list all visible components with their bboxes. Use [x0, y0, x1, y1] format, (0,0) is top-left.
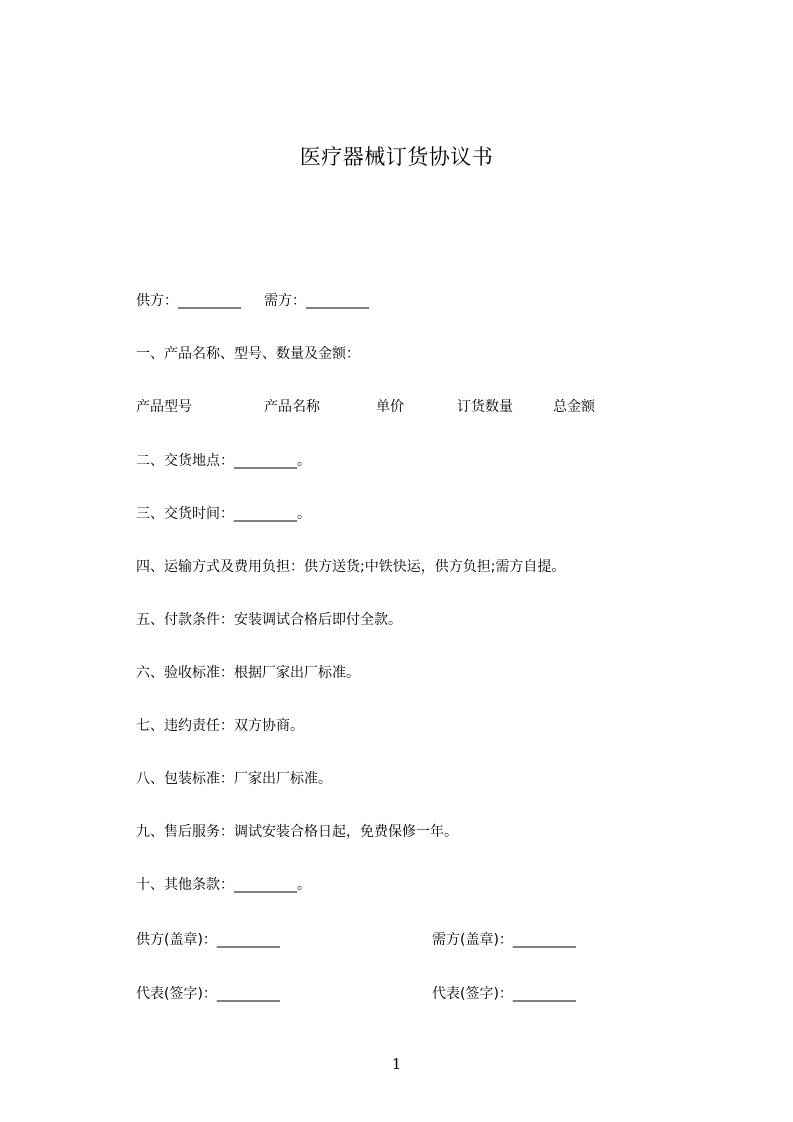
section-1-heading: 一、产品名称、型号、数量及金额：	[136, 346, 360, 362]
clause-transport: 四、运输方式及费用负担：供方送货;中铁快运，供方负担;需方自提。	[136, 559, 566, 575]
clause-other: 十、其他条款：_________。	[136, 877, 311, 893]
clause-delivery-place: 二、交货地点：_________。	[136, 453, 311, 469]
page-number: 1	[391, 1055, 402, 1073]
clause-packaging: 八、包装标准：厂家出厂标准。	[136, 771, 332, 787]
header-model: 产品型号	[136, 399, 192, 415]
supplier-field: 供方：_________	[136, 293, 241, 309]
clause-payment: 五、付款条件：安装调试合格后即付全款。	[136, 612, 402, 628]
page-title: 医疗器械订货协议书	[299, 145, 494, 169]
buyer-seal-field: 需方(盖章)：_________	[432, 932, 576, 948]
header-total: 总金额	[553, 399, 595, 415]
supplier-rep-field: 代表(签字)：_________	[136, 986, 280, 1002]
clause-after-sales: 九、售后服务：调试安装合格日起，免费保修一年。	[136, 824, 458, 840]
buyer-rep-field: 代表(签字)：_________	[432, 986, 576, 1002]
clause-delivery-time: 三、交货时间：_________。	[136, 506, 311, 522]
clause-acceptance: 六、验收标准：根据厂家出厂标准。	[136, 665, 360, 681]
buyer-field: 需方：_________	[264, 293, 369, 309]
supplier-seal-field: 供方(盖章)：_________	[136, 932, 280, 948]
clause-breach: 七、违约责任：双方协商。	[136, 718, 304, 734]
header-name: 产品名称	[264, 399, 320, 415]
header-unit-price: 单价	[376, 399, 404, 415]
header-quantity: 订货数量	[457, 399, 513, 415]
